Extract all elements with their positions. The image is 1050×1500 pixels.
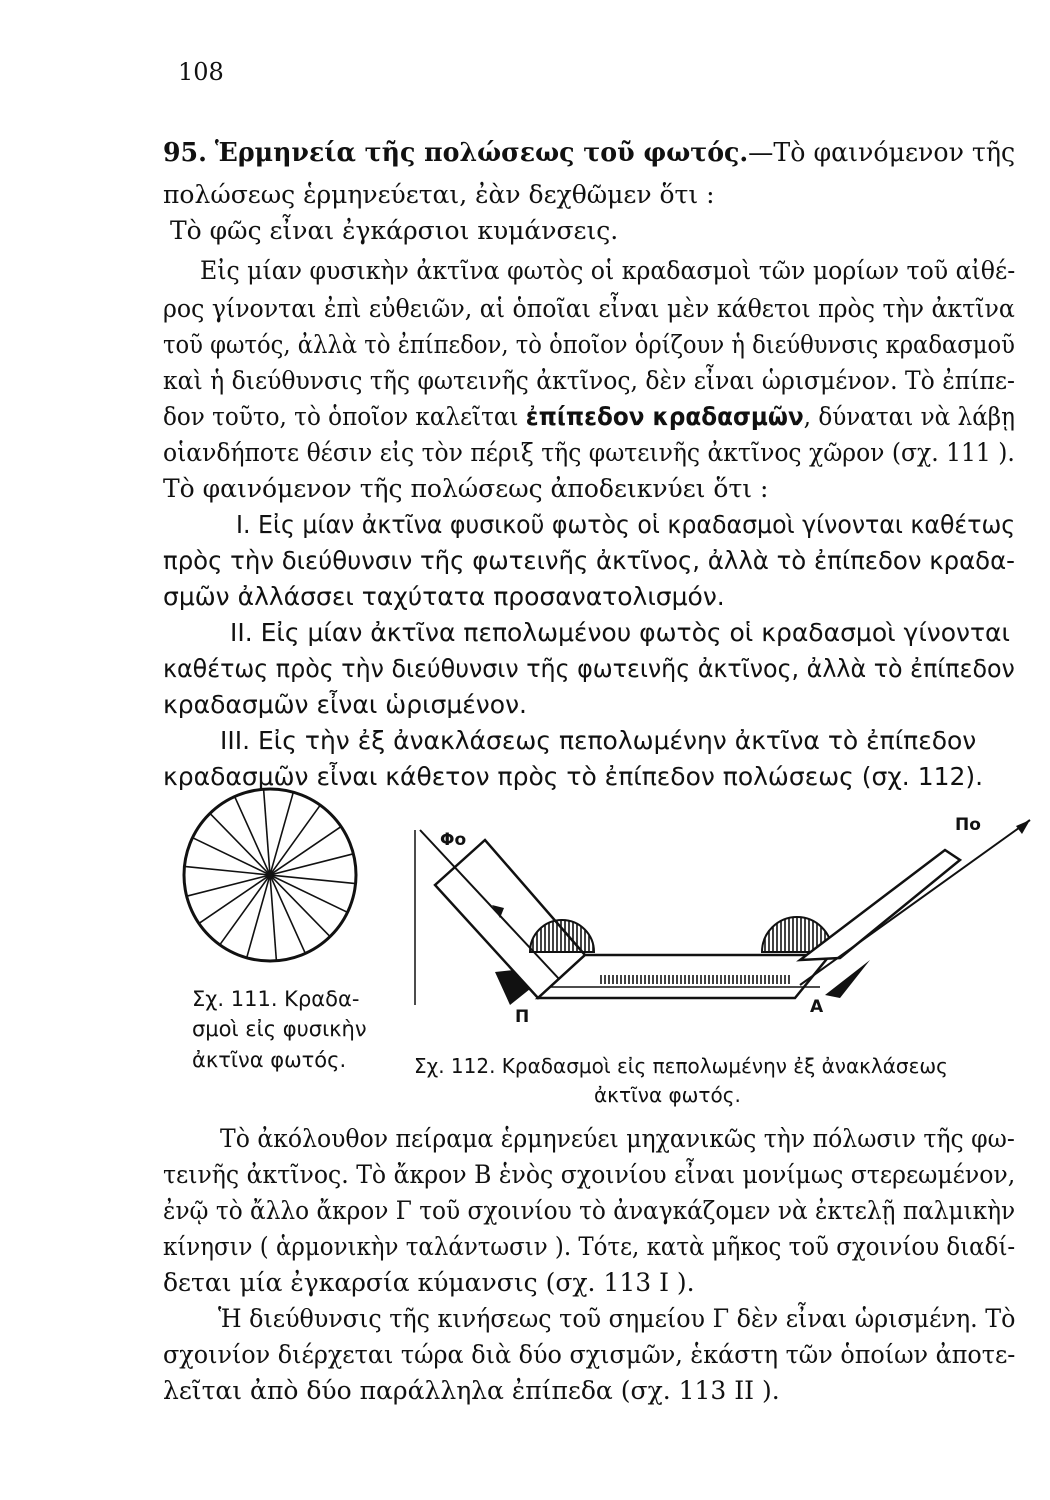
outgoing-prism [800, 850, 960, 960]
figure-112-diagram [400, 800, 1040, 1030]
section-heading-line [163, 140, 1015, 166]
caption-line: Σχ. 112. Κραδασμοὶ εἰς πεπολωμένην ἐξ ἀνακλάσεως [414, 1054, 948, 1078]
text-line: σχοινίον διέρχεται τώρα διὰ δύο σχισμῶν, ἑκάστη τῶν ὁποίων ἀποτε- [163, 1340, 1016, 1369]
vibration-hatching [600, 975, 790, 984]
text-line: Ἡ διεύθυνσις τῆς κινήσεως τοῦ σημείου Γ δὲν εἶναι ὡρισμένη. Τὸ [218, 1304, 1016, 1333]
text-line: Τὸ φῶς εἶναι ἐγκάρσιοι κυμάνσεις. [170, 216, 619, 245]
section-number: 95. [163, 138, 207, 168]
figure-111-diagram [180, 785, 360, 965]
plane-term: ἐπίπεδον κραδασμῶν [525, 402, 804, 431]
point-line: πρὸς τὴν διεύθυνσιν τῆς φωτεινῆς ἀκτῖνος, ἀλλὰ τὸ ἐπίπεδον κραδα- [163, 546, 1015, 575]
mirror-right [825, 960, 870, 998]
text-line: Εἰς μίαν φυσικὴν ἀκτῖνα φωτὸς οἱ κραδασμοὶ τῶν μορίων τοῦ αἰθέ- [200, 256, 1016, 285]
text-line: κίνησιν ( ἁρμονικὴν ταλάντωσιν ). Τότε, κατὰ μῆκος τοῦ σχοινίου διαδί- [163, 1232, 1016, 1261]
caption-line: ἀκτῖνα φωτός. [594, 1083, 741, 1107]
ray-center-dot [266, 871, 274, 879]
caption-line: σμοὶ εἰς φυσικὴν [192, 1017, 367, 1042]
text-line-plane [163, 404, 1015, 429]
figure-111-caption [192, 984, 367, 1075]
label-phi: Φο [440, 830, 467, 850]
caption-line: Σχ. 111. Κραδα- [192, 987, 360, 1011]
text-line: οἱανδήποτε θέσιν εἰς τὸν πέριξ τῆς φωτεινῆς ἀκτῖνος χῶρον (σχ. 111 ). [163, 438, 1015, 467]
plane-after: , δύναται νὰ λάβῃ [803, 402, 1015, 431]
point-line: III. Εἰς τὴν ἐξ ἀνακλάσεως πεπολωμένην ἀκτῖνα τὸ ἐπίπεδον [220, 726, 977, 755]
text-line: Τὸ ἀκόλουθον πείραμα ἑρμηνεύει μηχανικῶς τὴν πόλωσιν τῆς φω- [220, 1124, 1015, 1153]
page-number: 108 [178, 58, 224, 86]
text-line: τεινῆς ἀκτῖνος. Τὸ ἄκρον Β ἑνὸς σχοινίου εἶναι μονίμως στερεωμένον, [163, 1160, 1016, 1189]
label-pi-o: Πο [955, 815, 981, 835]
text-line: καὶ ἡ διεύθυνσις τῆς φωτεινῆς ἀκτῖνος, δὲν εἶναι ὡρισμένον. Τὸ ἐπίπε- [163, 366, 1015, 395]
section-lead: —Τὸ φαινόμενον τῆς [748, 138, 1016, 168]
text-line: δεται μία ἐγκαρσία κύμανσις (σχ. 113 I ). [163, 1268, 695, 1297]
outgoing-ray [800, 820, 1030, 985]
point-line: κραδασμῶν εἶναι κάθετον πρὸς τὸ ἐπίπεδον πολώσεως (σχ. 112). [163, 762, 984, 791]
section-title: Ἑρμηνεία τῆς πολώσεως τοῦ φωτός. [214, 138, 749, 168]
text-line: πολώσεως ἑρμηνεύεται, ἐὰν δεχθῶμεν ὅτι : [163, 180, 715, 209]
figure-112-caption [414, 1052, 948, 1110]
caption-line: ἀκτῖνα φωτός. [192, 1047, 347, 1072]
label-alpha: Α [810, 997, 824, 1017]
point-line: καθέτως πρὸς τὴν διεύθυνσιν τῆς φωτεινῆς ἀκτῖνος, ἀλλὰ τὸ ἐπίπεδον [163, 654, 1015, 683]
text-line: λεῖται ἀπὸ δύο παράλληλα ἐπίπεδα (σχ. 113 II ). [163, 1376, 780, 1405]
point-line: σμῶν ἀλλάσσει ταχύτατα προσανατολισμόν. [163, 582, 725, 611]
text-line: ἐνῷ τὸ ἄλλο ἄκρον Γ τοῦ σχοινίου τὸ ἀναγκάζομεν νὰ ἐκτελῇ παλμικὴν [163, 1196, 1016, 1225]
point-line: I. Εἰς μίαν ἀκτῖνα φυσικοῦ φωτὸς οἱ κραδασμοὶ γίνονται καθέτως [236, 510, 1016, 539]
plane-before: δον τοῦτο, τὸ ὁποῖον καλεῖται [163, 402, 526, 431]
text-line: τοῦ φωτός, ἀλλὰ τὸ ἐπίπεδον, τὸ ὁποῖον ὁρίζουν ἡ διεύθυνσις κραδασμοῦ [163, 330, 1015, 359]
text-line: ρος γίνονται ἐπὶ εὐθειῶν, αἱ ὁποῖαι εἶναι μὲν κάθετοι πρὸς τὴν ἀκτῖνα [163, 294, 1015, 323]
point-line: II. Εἰς μίαν ἀκτῖνα πεπολωμένου φωτὸς οἱ κραδασμοὶ γίνονται [230, 618, 1010, 647]
point-line: κραδασμῶν εἶναι ὡρισμένον. [163, 690, 527, 719]
text-line: Τὸ φαινόμενον τῆς πολώσεως ἀποδεικνύει ὅτι : [163, 474, 769, 503]
label-pi: Π [515, 1007, 530, 1027]
outgoing-arrow [1016, 820, 1030, 834]
